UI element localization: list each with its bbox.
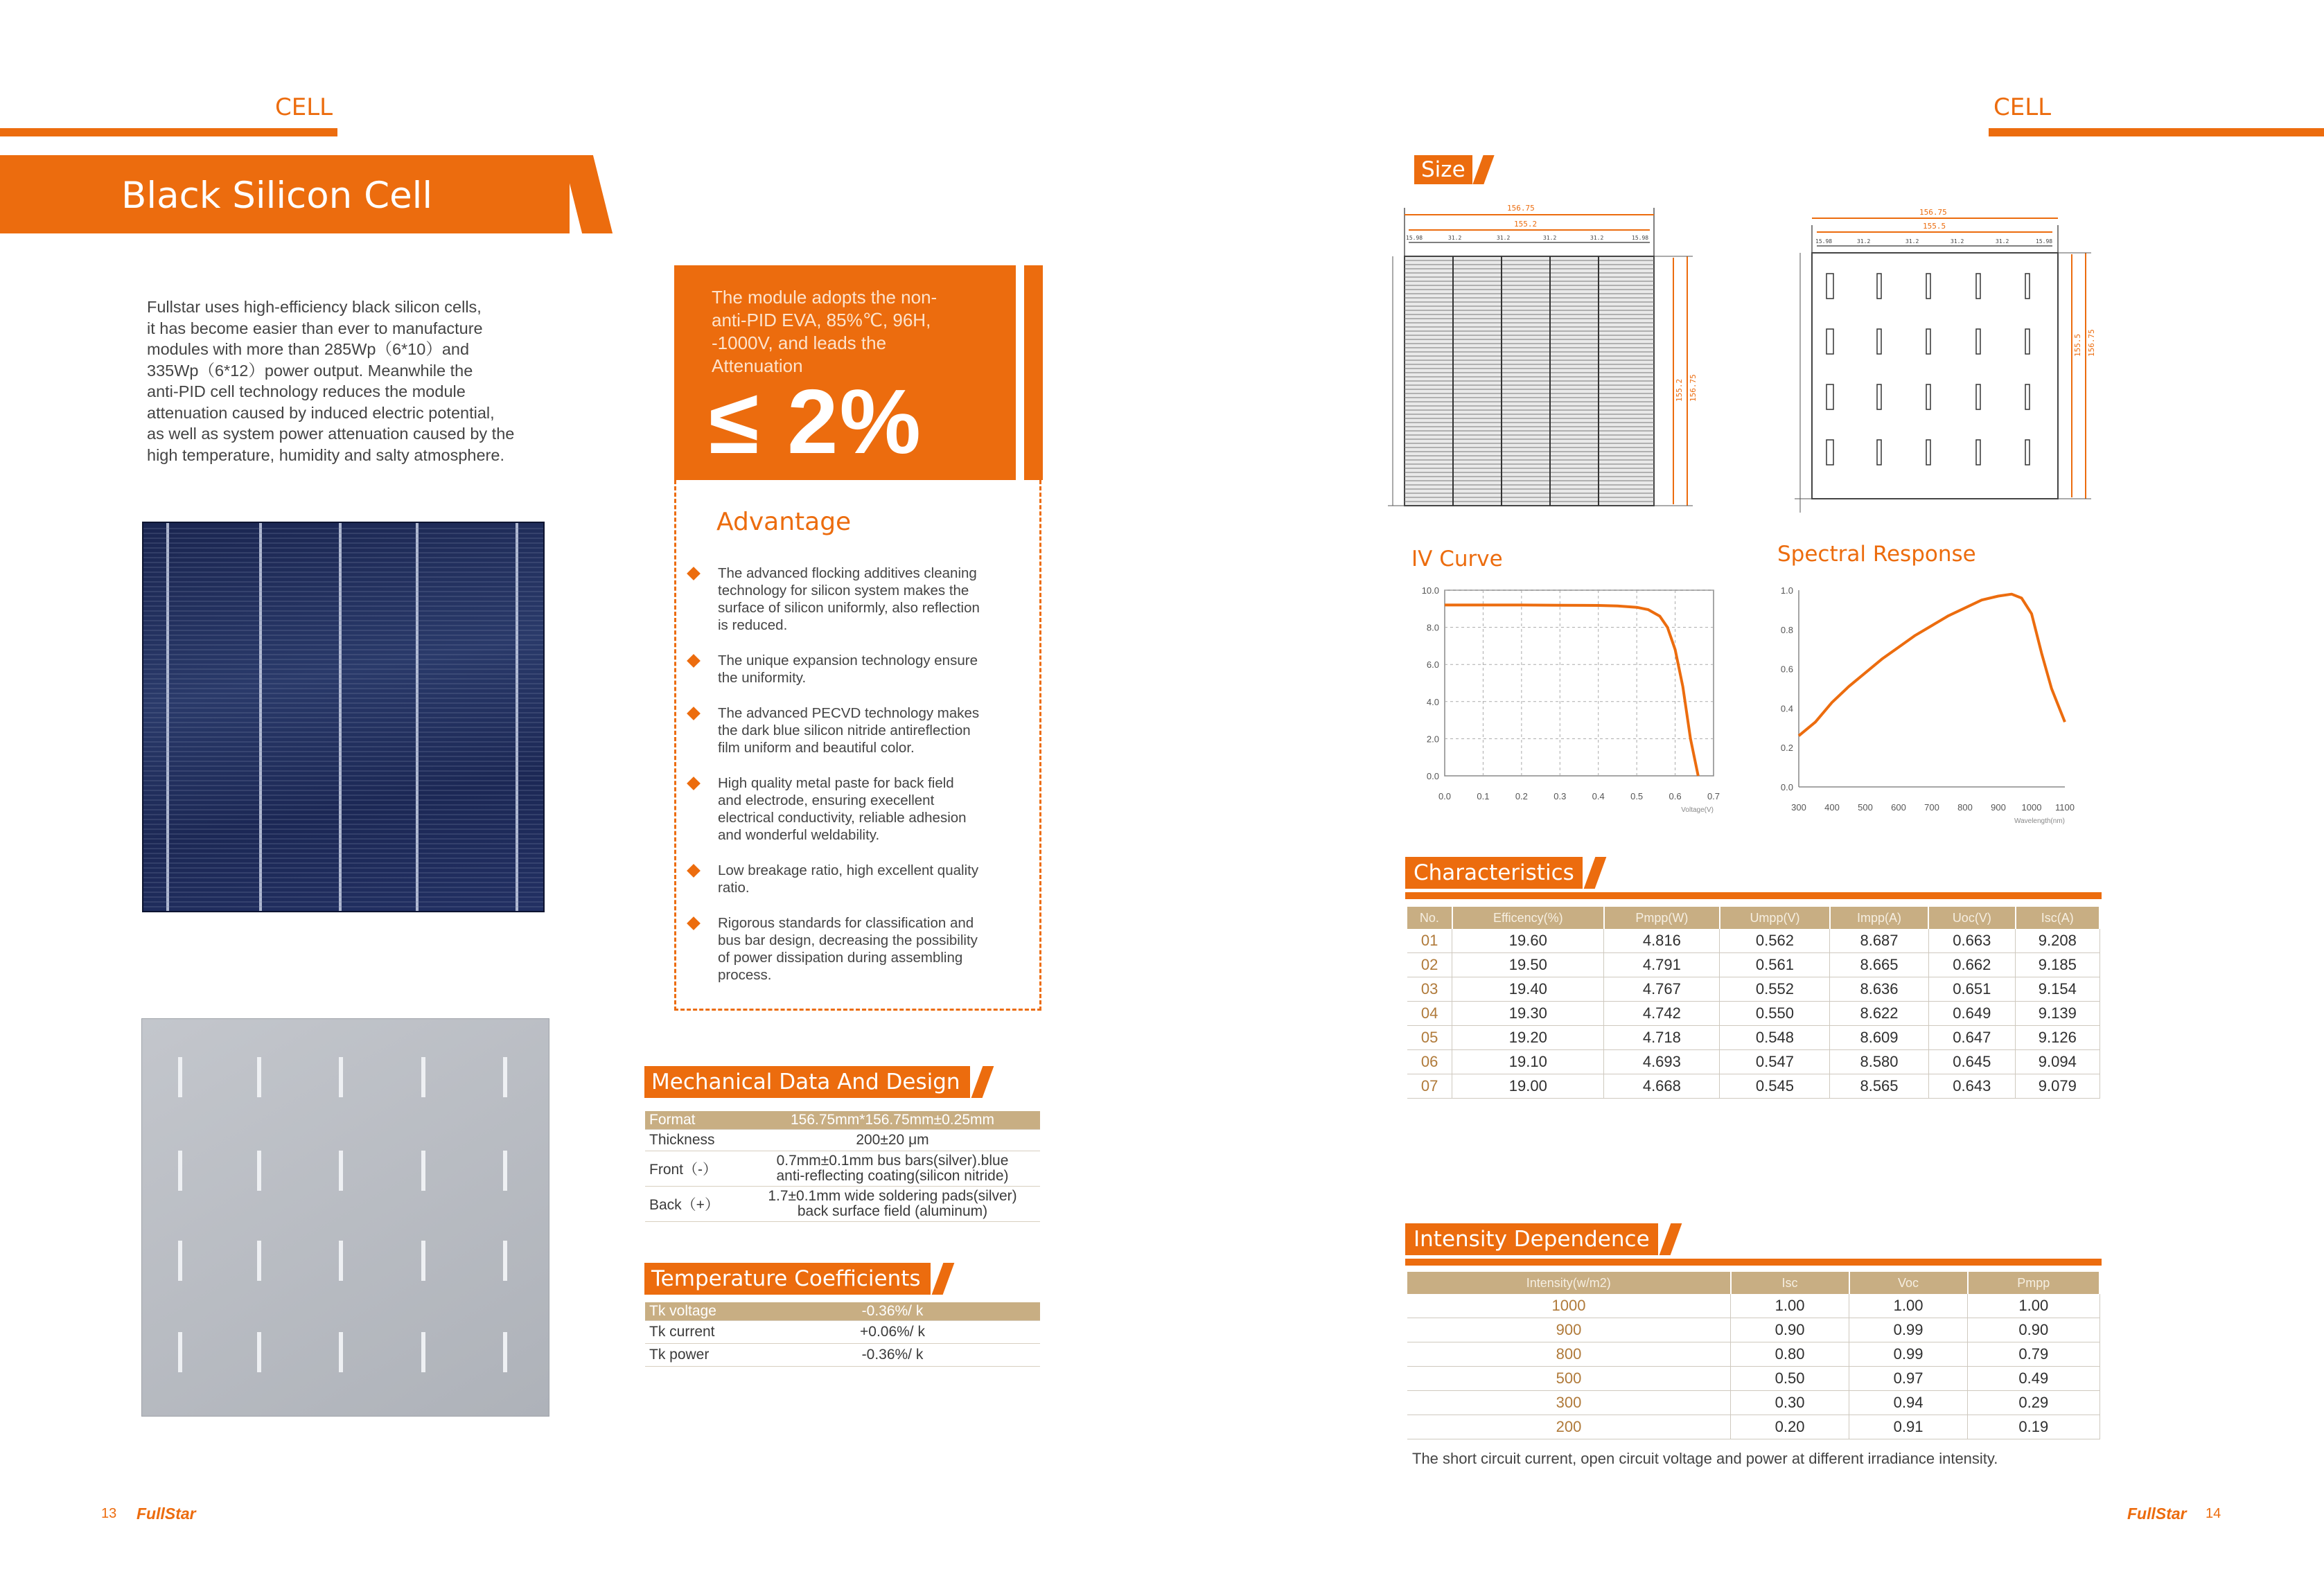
table-cell: 0.90 — [1968, 1318, 2099, 1342]
x-tick-label: 0.5 — [1630, 791, 1644, 801]
dimension-segment-text: 31.2 — [1448, 235, 1462, 241]
advantage-item — [683, 652, 1037, 686]
intro-line: modules with more than 285Wp（6*10）and — [147, 340, 470, 358]
dimension-segment-text: 15.98 — [1632, 235, 1649, 241]
y-tick-label: 0.0 — [1426, 771, 1439, 781]
diamond-bullet-icon — [687, 567, 701, 580]
advantage-text: and electrode, ensuring execellent — [718, 792, 935, 808]
advantage-text: and wonderful weldability. — [718, 827, 880, 843]
advantage-text: ratio. — [718, 880, 750, 896]
iv-curve-title: IV Curve — [1411, 547, 1503, 571]
black-silicon-cell-front-image — [142, 522, 545, 912]
x-tick-label: 900 — [1991, 802, 2006, 813]
dimension-segment-text: 31.2 — [1951, 238, 1964, 245]
advantage-text: The advanced PECVD technology makes — [718, 705, 980, 721]
spec-value: 200±20 μm — [745, 1130, 1040, 1151]
advantage-text: of power dissipation during assembling — [718, 950, 963, 966]
table-row — [1407, 953, 2099, 977]
x-tick-label: 800 — [1957, 802, 1973, 813]
table-cell: 0.29 — [1968, 1391, 2099, 1415]
intro-line: 335Wp（6*12）power output. Meanwhile the — [147, 361, 473, 380]
characteristics-title: Characteristics — [1405, 857, 1583, 889]
table-cell: 8.665 — [1830, 953, 1928, 977]
dimension-side-outer-text: 156.75 — [1689, 374, 1698, 402]
table-cell: 0.80 — [1731, 1342, 1849, 1367]
diamond-bullet-icon — [687, 916, 701, 930]
size-section-header — [1414, 155, 1489, 184]
intensity-section-header — [1405, 1223, 1676, 1255]
table-row — [1407, 1391, 2099, 1415]
x-tick-label: 0.1 — [1477, 791, 1490, 801]
iv-curve-chart — [1393, 575, 1739, 859]
spec-label: Back（+） — [645, 1187, 745, 1222]
column-header: Isc — [1731, 1272, 1849, 1294]
x-tick-label: 1100 — [2055, 802, 2075, 813]
table-header-row — [1407, 1272, 2099, 1294]
table-row — [1407, 1415, 2099, 1439]
table-row — [645, 1151, 1040, 1187]
temperature-table — [645, 1302, 1040, 1367]
table-cell: 0.79 — [1968, 1342, 2099, 1367]
dimension-side-inner-text: 155.5 — [2073, 333, 2082, 357]
table-cell: 8.687 — [1830, 929, 1928, 953]
column-header: No. — [1407, 907, 1452, 929]
x-tick-label: 1000 — [2021, 802, 2042, 813]
intensity-title: Intensity Dependence — [1405, 1223, 1658, 1255]
table-cell: 4.668 — [1604, 1074, 1720, 1099]
column-header: Pmpp(W) — [1604, 907, 1720, 929]
table-cell: 9.154 — [2016, 977, 2099, 1002]
advantage-text: is reduced. — [718, 617, 788, 633]
table-row — [1407, 929, 2099, 953]
series-line — [1799, 594, 2065, 736]
dimension-segment-text: 15.98 — [1406, 235, 1423, 241]
right-page-number: 14 — [2206, 1506, 2221, 1521]
y-tick-label: 0.2 — [1780, 743, 1793, 754]
table-cell: 05 — [1407, 1026, 1452, 1050]
right-footer-brand-logo: FullStar — [2127, 1505, 2187, 1523]
table-cell: 800 — [1407, 1342, 1731, 1367]
advantage-text: High quality metal paste for back field — [718, 775, 954, 791]
advantage-box — [674, 480, 1041, 1011]
x-tick-label: 0.4 — [1592, 791, 1605, 801]
table-cell: 0.20 — [1731, 1415, 1849, 1439]
table-cell: 0.90 — [1731, 1318, 1849, 1342]
table-cell: 900 — [1407, 1318, 1731, 1342]
column-header: Pmpp — [1968, 1272, 2099, 1294]
table-cell: 8.580 — [1830, 1050, 1928, 1074]
table-row — [1407, 1318, 2099, 1342]
column-header: Isc(A) — [2016, 907, 2099, 929]
table-cell: 8.622 — [1830, 1002, 1928, 1026]
table-cell: 1.00 — [1968, 1294, 2099, 1318]
temperature-section-header — [644, 1263, 949, 1295]
spec-label: Format — [645, 1111, 745, 1130]
column-header: Impp(A) — [1830, 907, 1928, 929]
table-cell: 0.50 — [1731, 1367, 1849, 1391]
advantage-text: The unique expansion technology ensure — [718, 653, 978, 668]
dimension-inner-text: 155.5 — [1923, 222, 1946, 231]
front-grid-lines — [143, 523, 543, 911]
table-cell: 03 — [1407, 977, 1452, 1002]
spectral-response-chart — [1760, 575, 2093, 838]
y-tick-label: 10.0 — [1421, 585, 1439, 596]
table-cell: 19.00 — [1452, 1074, 1604, 1099]
dimension-segment-text: 15.98 — [2036, 238, 2053, 245]
table-cell: 0.30 — [1731, 1391, 1849, 1415]
advantage-item — [683, 774, 1037, 844]
x-tick-label: 0.6 — [1669, 791, 1682, 801]
left-footer-brand-logo: FullStar — [137, 1505, 196, 1523]
x-axis-label: Voltage(V) — [1681, 806, 1714, 814]
table-cell: 0.647 — [1928, 1026, 2015, 1050]
table-cell: 0.19 — [1968, 1415, 2099, 1439]
left-header-line — [0, 128, 337, 136]
attenuation-value: ≤ 2% — [709, 371, 922, 472]
table-cell: 1000 — [1407, 1294, 1731, 1318]
table-cell: 4.791 — [1604, 953, 1720, 977]
size-title: Size — [1414, 155, 1472, 184]
page-title-band — [0, 155, 570, 233]
table-cell: 0.562 — [1720, 929, 1830, 953]
spec-value — [745, 1187, 1040, 1222]
intro-line: it has become easier than ever to manufacture — [147, 319, 483, 337]
advantage-text: the uniformity. — [718, 670, 807, 686]
advantage-text: bus bar design, decreasing the possibility — [718, 932, 978, 948]
intro-line: Fullstar uses high-efficiency black silicon cells, — [147, 298, 482, 316]
dimension-outer-text: 156.75 — [1507, 204, 1535, 213]
highlight-text — [712, 286, 937, 378]
table-cell: 19.60 — [1452, 929, 1604, 953]
intensity-caption: The short circuit current, open circuit voltage and power at different irradiance intensity. — [1412, 1450, 1998, 1467]
table-cell: 8.636 — [1830, 977, 1928, 1002]
y-tick-label: 0.8 — [1780, 624, 1793, 635]
table-cell: 19.10 — [1452, 1050, 1604, 1074]
tab-slash-decoration — [1472, 155, 1494, 184]
table-cell: 9.079 — [2016, 1074, 2099, 1099]
back-pad-pattern — [142, 1019, 549, 1416]
right-header-label: CELL — [1993, 94, 2052, 121]
cell-back-image — [141, 1018, 549, 1417]
diamond-bullet-icon — [687, 864, 701, 878]
dimension-segment-text: 31.2 — [1996, 238, 2009, 245]
table-cell: 0.545 — [1720, 1074, 1830, 1099]
dimension-segment-text: 31.2 — [1590, 235, 1604, 241]
spec-value-line: 0.7mm±0.1mm bus bars(silver).blue — [776, 1153, 1009, 1169]
tab-slash-decoration — [1659, 1223, 1682, 1255]
advantage-text: Low breakage ratio, high excellent quality — [718, 862, 979, 878]
table-row — [1407, 1026, 2099, 1050]
highlight-line: The module adopts the non- — [712, 287, 937, 308]
spec-label: Tk voltage — [645, 1302, 745, 1321]
table-cell: 19.40 — [1452, 977, 1604, 1002]
tab-slash-decoration — [971, 1066, 994, 1098]
spec-label: Tk current — [645, 1321, 745, 1344]
tab-slash-decoration — [931, 1263, 954, 1295]
highlight-line: Attenuation — [712, 355, 803, 376]
table-cell: 0.552 — [1720, 977, 1830, 1002]
table-cell: 0.663 — [1928, 929, 2015, 953]
intensity-line — [1405, 1259, 2102, 1266]
table-row — [1407, 1342, 2099, 1367]
plot-frame — [1445, 590, 1714, 776]
column-header: Intensity(w/m2) — [1407, 1272, 1731, 1294]
x-tick-label: 700 — [1924, 802, 1939, 813]
table-cell: 07 — [1407, 1074, 1452, 1099]
advantage-list — [683, 565, 1037, 1002]
table-cell: 4.693 — [1604, 1050, 1720, 1074]
table-row — [645, 1130, 1040, 1151]
y-tick-label: 0.0 — [1780, 782, 1793, 792]
table-cell: 9.185 — [2016, 953, 2099, 977]
advantage-text: the dark blue silicon nitride antireflection — [718, 722, 971, 738]
x-tick-label: 500 — [1858, 802, 1873, 813]
spec-label: Tk power — [645, 1344, 745, 1367]
cell-back-dimension-drawing — [1781, 197, 2099, 530]
table-row — [645, 1187, 1040, 1222]
advantage-item — [683, 704, 1037, 756]
diamond-bullet-icon — [687, 707, 701, 720]
table-cell: 0.643 — [1928, 1074, 2015, 1099]
intro-text — [147, 296, 576, 466]
table-cell: 1.00 — [1731, 1294, 1849, 1318]
table-cell: 9.139 — [2016, 1002, 2099, 1026]
table-cell: 4.767 — [1604, 977, 1720, 1002]
mechanical-title: Mechanical Data And Design — [644, 1066, 970, 1098]
table-row — [645, 1344, 1040, 1367]
table-row — [645, 1321, 1040, 1344]
spectral-title: Spectral Response — [1777, 542, 1976, 567]
dimension-segment-text: 31.2 — [1543, 235, 1557, 241]
dimension-segment-text: 15.98 — [1815, 238, 1833, 245]
column-header: Efficency(%) — [1452, 907, 1604, 929]
table-cell: 9.126 — [2016, 1026, 2099, 1050]
intro-line: high temperature, humidity and salty atmosphere. — [147, 445, 504, 464]
spec-value-line: 1.7±0.1mm wide soldering pads(silver) — [768, 1188, 1017, 1204]
table-cell: 9.094 — [2016, 1050, 2099, 1074]
x-tick-label: 0.2 — [1515, 791, 1528, 801]
table-row — [1407, 1367, 2099, 1391]
table-cell: 19.50 — [1452, 953, 1604, 977]
characteristics-section-header — [1405, 857, 1601, 889]
advantage-item — [683, 565, 1037, 634]
table-row — [1407, 1002, 2099, 1026]
table-cell: 0.99 — [1849, 1342, 1968, 1367]
table-row — [1407, 1050, 2099, 1074]
highlight-line: anti-PID EVA, 85%℃, 96H, — [712, 310, 931, 330]
y-tick-label: 1.0 — [1780, 585, 1793, 596]
table-row — [645, 1302, 1040, 1321]
spec-value — [745, 1151, 1040, 1187]
table-cell: 9.208 — [2016, 929, 2099, 953]
series-line — [1445, 605, 1698, 776]
advantage-title: Advantage — [716, 508, 852, 536]
x-tick-label: 0.7 — [1707, 791, 1720, 801]
table-cell: 0.548 — [1720, 1026, 1830, 1050]
column-header: Umpp(V) — [1720, 907, 1830, 929]
x-tick-label: 0.3 — [1553, 791, 1567, 801]
table-cell: 4.718 — [1604, 1026, 1720, 1050]
table-cell: 4.816 — [1604, 929, 1720, 953]
spec-value: -0.36%/ k — [745, 1302, 1040, 1321]
intro-line: anti-PID cell technology reduces the module — [147, 382, 466, 400]
y-tick-label: 8.0 — [1426, 622, 1439, 633]
intensity-table — [1407, 1272, 2100, 1439]
cell-front-dimension-drawing — [1382, 194, 1729, 526]
table-row — [645, 1111, 1040, 1130]
table-cell: 0.649 — [1928, 1002, 2015, 1026]
spec-value-line: back surface field (aluminum) — [797, 1203, 988, 1219]
x-tick-label: 600 — [1891, 802, 1906, 813]
column-header: Voc — [1849, 1272, 1968, 1294]
highlight-box — [674, 265, 1016, 480]
table-cell: 8.609 — [1830, 1026, 1928, 1050]
characteristics-table — [1407, 907, 2100, 1099]
table-cell: 500 — [1407, 1367, 1731, 1391]
column-header: Uoc(V) — [1928, 907, 2015, 929]
left-header-label: CELL — [275, 94, 333, 121]
table-header-row — [1407, 907, 2099, 929]
highlight-line: -1000V, and leads the — [712, 333, 887, 353]
x-axis-label: Wavelength(nm) — [2014, 817, 2065, 825]
table-cell: 0.651 — [1928, 977, 2015, 1002]
spec-label: Thickness — [645, 1130, 745, 1151]
table-cell: 8.565 — [1830, 1074, 1928, 1099]
advantage-item — [683, 914, 1037, 984]
dimension-outer-text: 156.75 — [1919, 208, 1947, 217]
table-cell: 06 — [1407, 1050, 1452, 1074]
highlight-side-bar — [1024, 265, 1043, 480]
advantage-text: process. — [718, 967, 772, 983]
dimension-side-outer-text: 156.75 — [2087, 329, 2096, 357]
advantage-text: Rigorous standards for classification and — [718, 915, 974, 931]
table-cell: 0.91 — [1849, 1415, 1968, 1439]
x-tick-label: 0.0 — [1438, 791, 1452, 801]
y-tick-label: 6.0 — [1426, 659, 1439, 671]
table-cell: 19.20 — [1452, 1026, 1604, 1050]
table-cell: 0.550 — [1720, 1002, 1830, 1026]
spec-value-line: anti-reflecting coating(silicon nitride) — [776, 1168, 1009, 1184]
table-row — [1407, 1074, 2099, 1099]
characteristics-line — [1405, 892, 2102, 899]
table-cell: 0.561 — [1720, 953, 1830, 977]
table-cell: 1.00 — [1849, 1294, 1968, 1318]
dimension-side-inner-text: 155.2 — [1675, 378, 1684, 402]
advantage-text: electrical conductivity, reliable adhesion — [718, 810, 967, 826]
table-cell: 0.645 — [1928, 1050, 2015, 1074]
table-row — [1407, 1294, 2099, 1318]
title-slash — [563, 155, 613, 233]
table-cell: 300 — [1407, 1391, 1731, 1415]
y-tick-label: 2.0 — [1426, 734, 1439, 745]
tab-slash-decoration — [1583, 857, 1606, 889]
table-cell: 04 — [1407, 1002, 1452, 1026]
y-tick-label: 0.4 — [1780, 703, 1793, 714]
table-cell: 19.30 — [1452, 1002, 1604, 1026]
mechanical-table — [645, 1111, 1040, 1222]
diamond-bullet-icon — [687, 654, 701, 668]
table-row — [1407, 977, 2099, 1002]
spec-value: +0.06%/ k — [745, 1321, 1040, 1344]
table-cell: 0.97 — [1849, 1367, 1968, 1391]
spec-value: -0.36%/ k — [745, 1344, 1040, 1367]
table-cell: 0.94 — [1849, 1391, 1968, 1415]
table-cell: 0.99 — [1849, 1318, 1968, 1342]
right-header-line — [1989, 128, 2324, 136]
advantage-text: technology for silicon system makes the — [718, 583, 969, 599]
diamond-bullet-icon — [687, 777, 701, 790]
table-cell: 0.547 — [1720, 1050, 1830, 1074]
table-cell: 200 — [1407, 1415, 1731, 1439]
spec-value: 156.75mm*156.75mm±0.25mm — [745, 1111, 1040, 1130]
y-tick-label: 0.6 — [1780, 664, 1793, 675]
table-cell: 4.742 — [1604, 1002, 1720, 1026]
table-cell: 0.662 — [1928, 953, 2015, 977]
advantage-text: The advanced flocking additives cleaning — [718, 565, 977, 581]
x-tick-label: 400 — [1824, 802, 1840, 813]
advantage-text: film uniform and beautiful color. — [718, 740, 915, 756]
advantage-item — [683, 862, 1037, 896]
advantage-text: surface of silicon uniformly, also reflection — [718, 600, 980, 616]
dimension-inner-text: 155.2 — [1514, 220, 1538, 229]
spec-label: Front（-） — [645, 1151, 745, 1187]
dimension-segment-text: 31.2 — [1857, 238, 1871, 245]
left-page-number: 13 — [101, 1506, 117, 1521]
table-cell: 02 — [1407, 953, 1452, 977]
intro-line: attenuation caused by induced electric potential, — [147, 403, 495, 422]
intro-line: as well as system power attenuation caused by the — [147, 425, 515, 443]
y-tick-label: 4.0 — [1426, 696, 1439, 707]
table-cell: 0.49 — [1968, 1367, 2099, 1391]
page-title: Black Silicon Cell — [121, 175, 433, 217]
x-tick-label: 300 — [1791, 802, 1806, 813]
mechanical-section-header — [644, 1066, 988, 1098]
table-cell: 01 — [1407, 929, 1452, 953]
temperature-title: Temperature Coefficients — [644, 1263, 931, 1295]
dimension-segment-text: 31.2 — [1905, 238, 1919, 245]
dimension-segment-text: 31.2 — [1497, 235, 1511, 241]
